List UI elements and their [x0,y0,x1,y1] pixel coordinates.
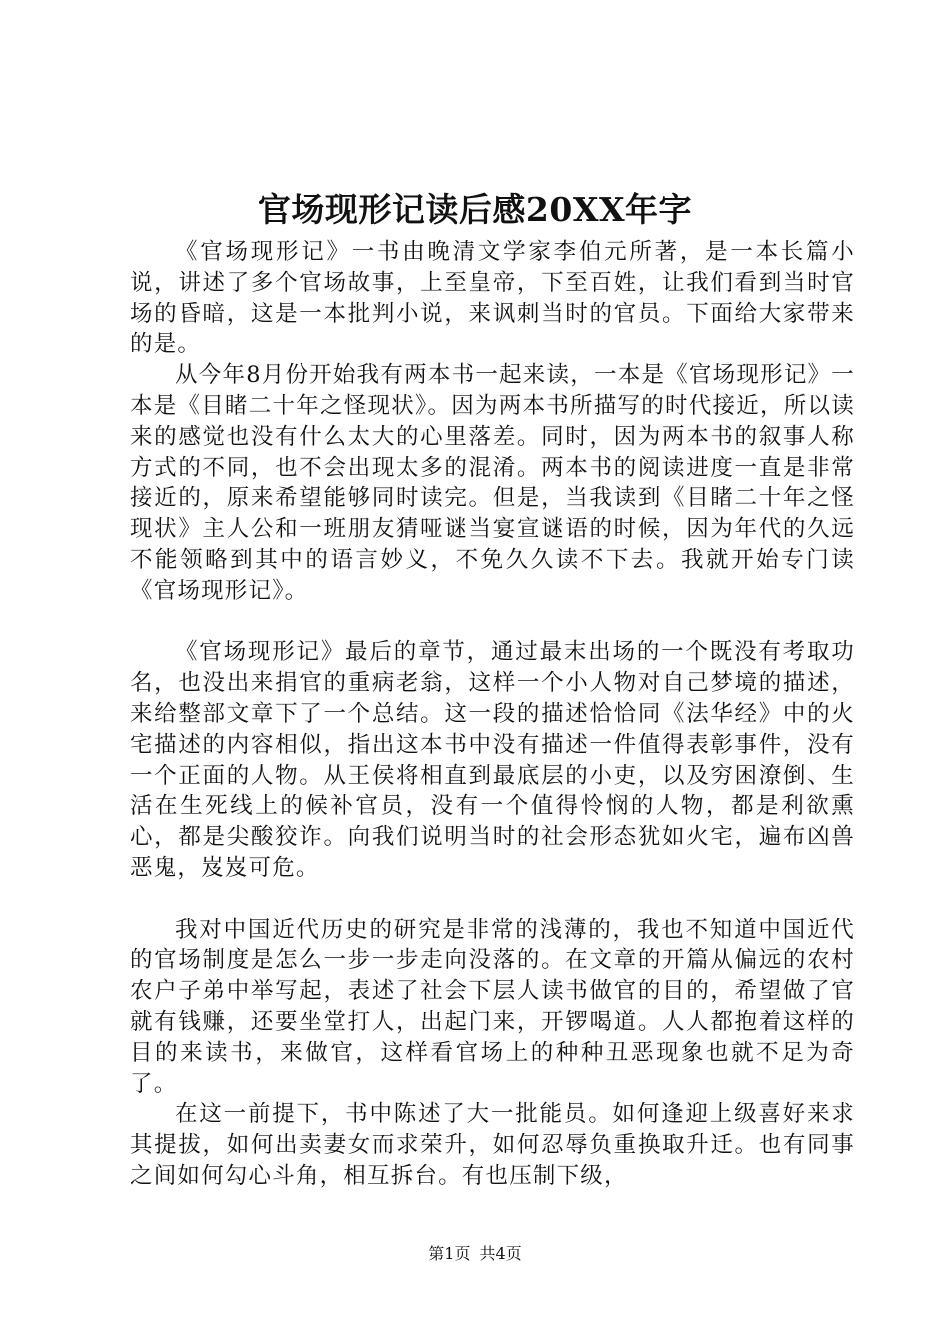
paragraph-intro: 《官场现形记》一书由晚清文学家李伯元所著，是一本长篇小说，讲述了多个官场故事，上至皇帝，下至百姓，让我们看到当时官场的昏暗，这是一本批判小说，来讽刺当时的官员。下面给大家带来的是。 [130,239,855,358]
paragraph-capable-officials: 在这一前提下，书中陈述了大一批能员。如何逢迎上级喜好来求其提拔，如何出卖妻女而求荣升，如何忍辱负重换取升迁。也有同事之间如何勾心斗角，相互拆台。有也压制下级， [130,1101,855,1189]
paragraph-official-system: 我对中国近代历史的研究是非常的浅薄的，我也不知道中国近代的官场制度是怎么一步一步走向没落的。在文章的开篇从偏远的农村农户子弟中举写起，表述了社会下层人读书做官的目的，希望做了官就有钱赚，还要坐堂打人，出起门来，开锣喝道。人人都抱着这样的目的来读书，来做官，这样看官场上的种种丑恶现象也就不足为奇了。 [130,916,855,1097]
page-total: 共4页 [479,1244,522,1263]
paragraph-reading-two-books: 从今年8月份开始我有两本书一起来读，一本是《官场现形记》一本是《目睹二十年之怪现状》。因为两本书所描写的时代接近，所以读来的感觉也没有什么太大的心里落差。同时，因为两本书的叙事人称方式的不同，也不会出现太多的混淆。两本书的阅读进度一直是非常接近的，原来希望能够同时读完。但是，当我读到《目睹二十年之怪现状》主人公和一班朋友猜哑谜当宴宣谜语的时候，因为年代的久远不能领略到其中的语言妙义，不免久久读不下去。我就开始专门读《官场现形记》。 [130,362,855,604]
page-footer [0,1243,950,1265]
document-title: 官场现形记读后感20XX年字 [257,190,693,229]
paragraph-final-chapter: 《官场现形记》最后的章节，通过最末出场的一个既没有考取功名，也没出来捐官的重病老翁，这样一个小人物对自己梦境的描述，来给整部文章下了一个总结。这一段的描述恰恰同《法华经》中的火宅描述的内容相似，指出这本书中没有描述一件值得表彰事件，没有一个正面的人物。从王侯将相直到最底层的小吏，以及穷困潦倒、生活在生死线上的候补官员，没有一个值得怜悯的人物，都是利欲熏心，都是尖酸狡诈。向我们说明当时的社会形态犹如火宅，遍布凶兽恶鬼，岌岌可危。 [130,639,855,881]
document-body [130,237,855,1192]
page-number: 第1页 [428,1244,471,1263]
